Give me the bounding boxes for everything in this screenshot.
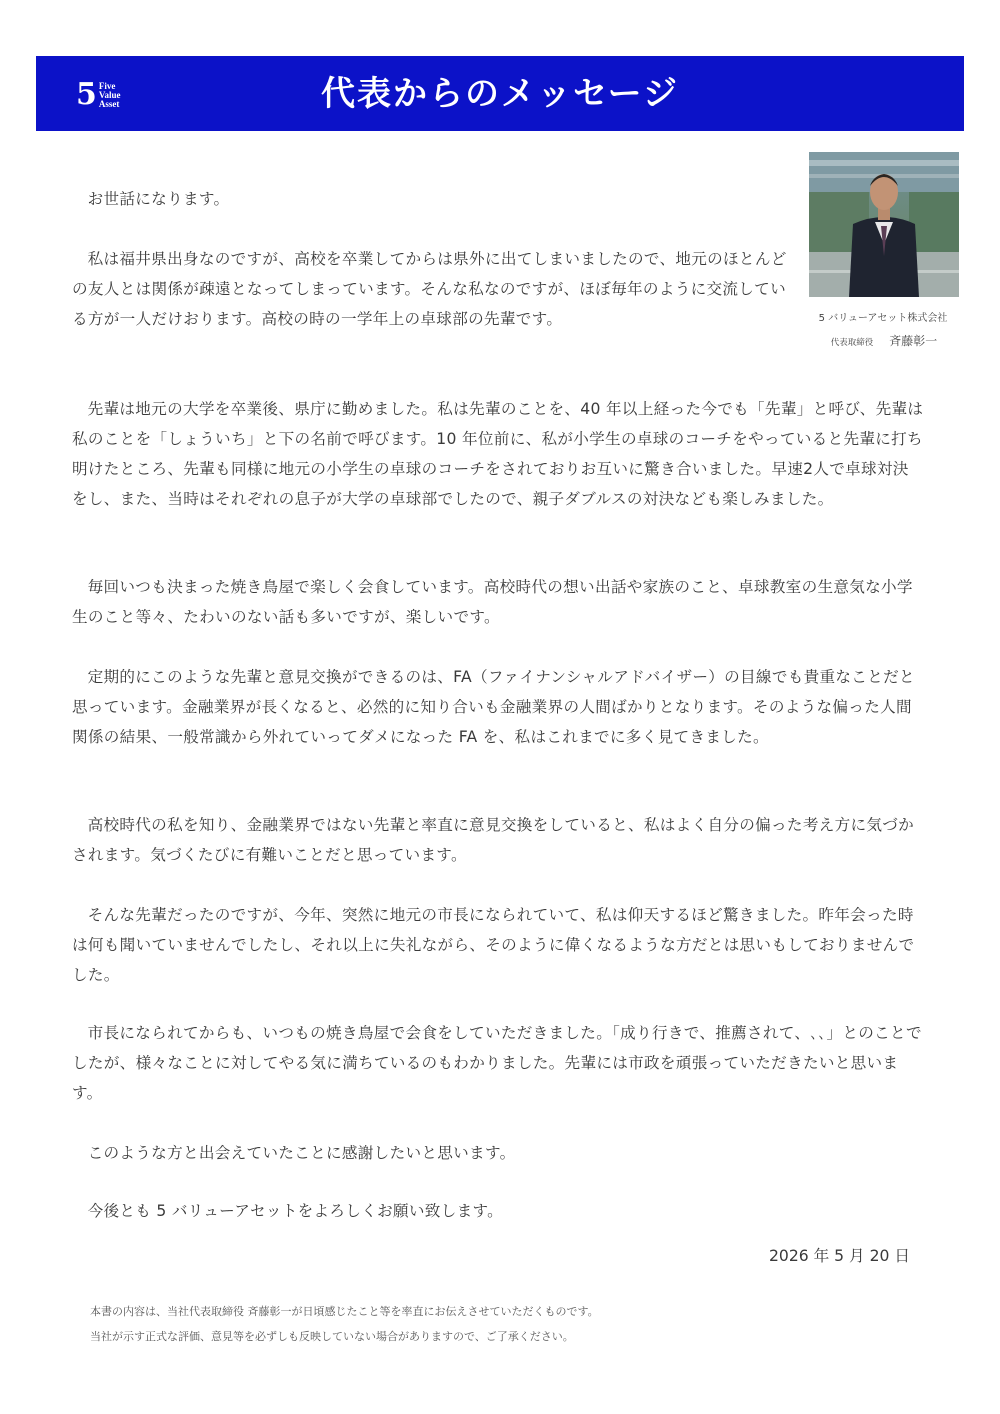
logo-word-asset: Asset (98, 98, 120, 109)
logo-word-value: Value (98, 89, 121, 100)
paragraph-closing: 今後とも 5 バリューアセットをよろしくお願い致します。 (87, 1202, 504, 1220)
logo-word-five: Five (98, 80, 116, 91)
paragraph-bias: 高校時代の私を知り、金融業界ではない先輩と率直に意見交換をしていると、私はよく自分の偏った考え方に気づかされます。気づくたびに有難いことだと思っています。 (72, 816, 915, 864)
disclaimer-line-2: 当社が示す正式な評価、意見等を必ずしも反映していない場合がありますので、ご了承ください。 (90, 1330, 574, 1343)
logo-number: 5 (76, 77, 97, 112)
disclaimer-line-1: 本書の内容は、当社代表取締役 斉藤彰一が日頃感じたこと等を率直にお伝えさせていただくものです。 (90, 1305, 599, 1318)
document-date: 2026 年 5 月 20 日 (768, 1247, 910, 1265)
representative-photo-illustration (809, 152, 959, 297)
paragraph-hometown: 私は福井県出身なのですが、高校を卒業してからは県外に出てしまいましたので、地元のほとんどの友人とは関係が疎遠となってしまっています。そんな私なのですが、ほぼ毎年のように交流している方が一人だけおります。高校の時の一学年上の卓球部の先輩です。 (72, 250, 787, 328)
paragraph-mayor: そんな先輩だったのですが、今年、突然に地元の市長になられていて、私は仰天するほど驚きました。昨年会った時は何も聞いていませんでしたし、それ以上に失礼ながら、そのように偉くなるような方だとは思いもしておりませんでした。 (72, 906, 915, 984)
representative-photo (809, 152, 959, 297)
company-name-caption: 5 バリューアセット株式会社 (818, 313, 948, 324)
representative-name: 斉藤彰一 (889, 334, 938, 348)
representative-caption (814, 332, 954, 349)
page-title: 代表からのメッセージ (321, 74, 679, 114)
header-banner (36, 56, 964, 131)
paragraph-gratitude: このような方と出会えていたことに感謝したいと思います。 (87, 1144, 516, 1162)
representative-role: 代表取締役 (830, 338, 874, 348)
paragraph-senpai: 先輩は地元の大学を卒業後、県庁に勤めました。私は先輩のことを、40 年以上経った今でも「先輩」と呼び、先輩は私のことを「しょういち」と下の名前で呼びます。10 年位前に、私が小学生の卓球のコーチをやっていると先輩に打ち明けたところ、先輩も同様に地元の小学生の卓球のコーチをされておりお互いに驚き合いました。早速2人で卓球対決をし、また、当時はそれぞれの息子が大学の卓球部でしたので、親子ダブルスの対決なども楽しみました。 (72, 400, 924, 508)
paragraph-dinner: 毎回いつも決まった焼き鳥屋で楽しく会食しています。高校時代の想い出話や家族のこと、卓球教室の生意気な小学生のこと等々、たわいのない話も多いですが、楽しいです。 (72, 578, 913, 626)
paragraph-fa-view: 定期的にこのような先輩と意見交換ができるのは、FA（ファイナンシャルアドバイザー）の目線でも貴重なことだと思っています。金融業界が長くなると、必然的に知り合いも金融業界の人間ばかりとなります。そのような偏った人間関係の結果、一般常識から外れていってダメになった FA を、私はこれまでに多く見てきました。 (72, 668, 915, 746)
paragraph-after-mayor: 市長になられてからも、いつもの焼き鳥屋で会食をしていただきました。「成り行きで、推薦されて、､､」とのことでしたが、様々なことに対してやる気に満ちているのもわかりました。先輩には市政を頑張っていただきたいと思います。 (72, 1024, 922, 1102)
paragraph-greeting: お世話になります。 (87, 190, 230, 208)
